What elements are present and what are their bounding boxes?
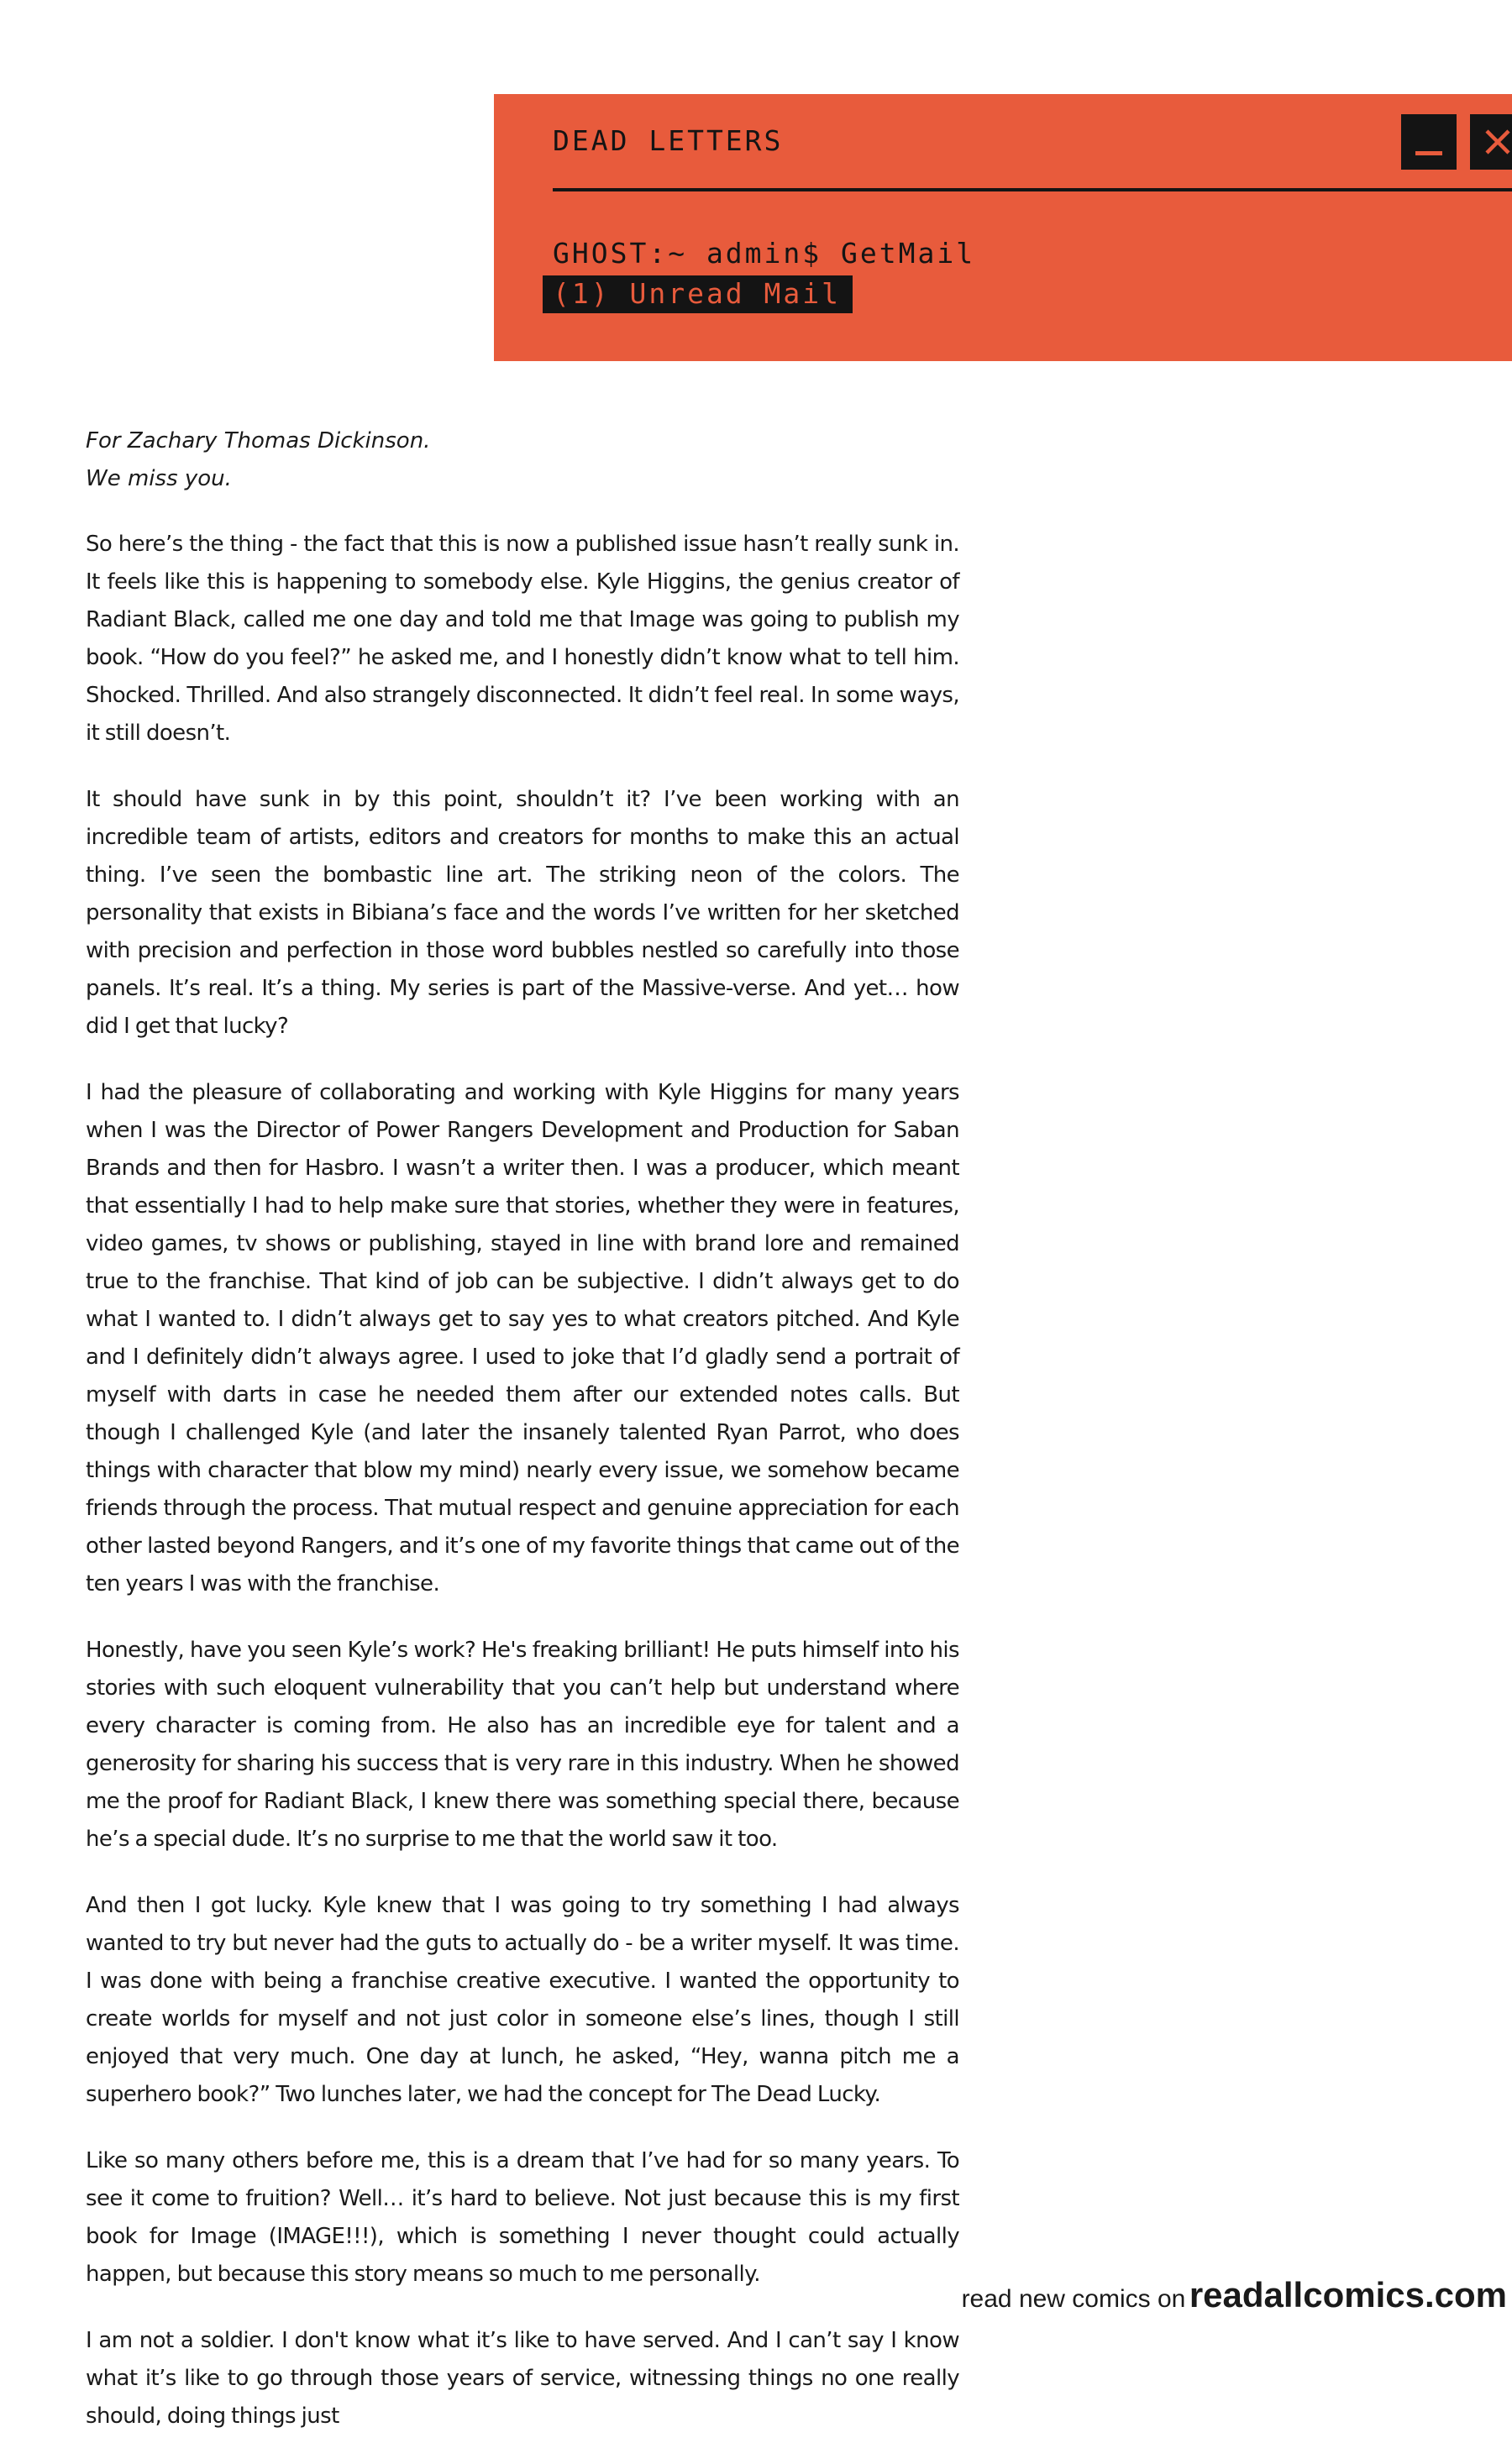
terminal-title: DEAD LETTERS — [553, 124, 784, 157]
watermark-site[interactable]: readallcomics.com — [1189, 2275, 1507, 2315]
dead-letters-terminal — [494, 94, 1512, 361]
minimize-icon[interactable] — [1401, 114, 1457, 170]
letter-paragraph: Like so many others before me, this is a dream that I’ve had for so many years. To see it come to fruition? Well… it’s hard to believe. Not just because this is my first book for Image (IMAGE!!!), which is something I never thought could actually happen, but because this story means so much to me personally. — [86, 2148, 959, 2287]
dedication-line: For Zachary Thomas Dickinson. — [86, 428, 431, 453]
dedication-line: We miss you. — [86, 466, 232, 491]
letter-paragraph: It should have sunk in by this point, shouldn’t it? I’ve been working with an incredible team of artists, editors and creators for months to make this an actual thing. I’ve seen the bombastic line art. The striking neon of the colors. The personality that exists in Bibiana’s face and the words I’ve written for her sketched with precision and perfection in those word bubbles nestled so carefully into those panels. It’s real. It’s a thing. My series is part of the Massive-verse. And yet… how did I get that lucky? — [86, 787, 959, 1039]
letter-paragraph: So here’s the thing - the fact that this is now a published issue hasn’t really sunk in. It feels like this is happening to somebody else. Kyle Higgins, the genius creator of Radiant Black, called me one day and told me that Image was going to publish my book. “How do you feel?” he asked me, and I honestly didn’t know what to tell him. Shocked. Thrilled. And also strangely disconnected. It didn’t feel real. In some ways, it still doesn’t. — [86, 532, 959, 746]
watermark-prefix: read new comics on — [961, 2285, 1186, 2313]
letter-paragraph: And then I got lucky. Kyle knew that I was going to try something I had always wanted to try but never had the guts to actually do - be a writer myself. It was time. I was done with being a franchise creative executive. I wanted the opportunity to create worlds for myself and not just color in someone else’s lines, though I still enjoyed that very much. One day at lunch, he asked, “Hey, wanna pitch me a superhero book?” Two lunches later, we had the concept for The Dead Lucky. — [86, 1893, 959, 2107]
terminal-command: GHOST:~ admin$ GetMail — [553, 237, 976, 270]
letter-body — [86, 422, 959, 2464]
terminal-divider — [553, 188, 1512, 191]
letter-paragraph: I am not a soldier. I don't know what it’s like to have served. And I can’t say I know what it’s like to go through those years of service, witnessing things no one really should, doing things just — [86, 2328, 959, 2429]
site-watermark — [962, 2275, 1507, 2315]
dedication — [86, 422, 959, 498]
letter-paragraph: I had the pleasure of collaborating and working with Kyle Higgins for many years when I was the Director of Power Rangers Development and Production for Saban Brands and then for Hasbro. I wasn’t a writer then. I was a producer, which meant that essentially I had to help make sure that stories, whether they were in features, video games, tv shows or publishing, stayed in line with brand lore and remained true to the franchise. That kind of job can be subjective. I didn’t always get to do what I wanted to. I didn’t always get to say yes to what creators pitched. And Kyle and I definitely didn’t always agree. I used to joke that I’d gladly send a portrait of myself with darts in case he needed them after our extended notes calls. But though I challenged Kyle (and later the insanely talented Ryan Parrot, who does things with character that blow my mind) nearly every issue, we somehow became friends through the process. That mutual respect and genuine appreciation for each other lasted beyond Rangers, and it’s one of my favorite things that came out of the ten years I was with the franchise. — [86, 1080, 959, 1596]
close-icon[interactable] — [1470, 114, 1512, 170]
unread-mail-highlight[interactable]: (1) Unread Mail — [543, 275, 853, 313]
letter-paragraph: Honestly, have you seen Kyle’s work? He's freaking brilliant! He puts himself into his stories with such eloquent vulnerability that you can’t help but understand where every character is coming from. He also has an incredible eye for talent and a generosity for sharing his success that is very rare in this industry. When he showed me the proof for Radiant Black, I knew there was something special there, because he’s a special dude. It’s no surprise to me that the world saw it too. — [86, 1638, 959, 1852]
